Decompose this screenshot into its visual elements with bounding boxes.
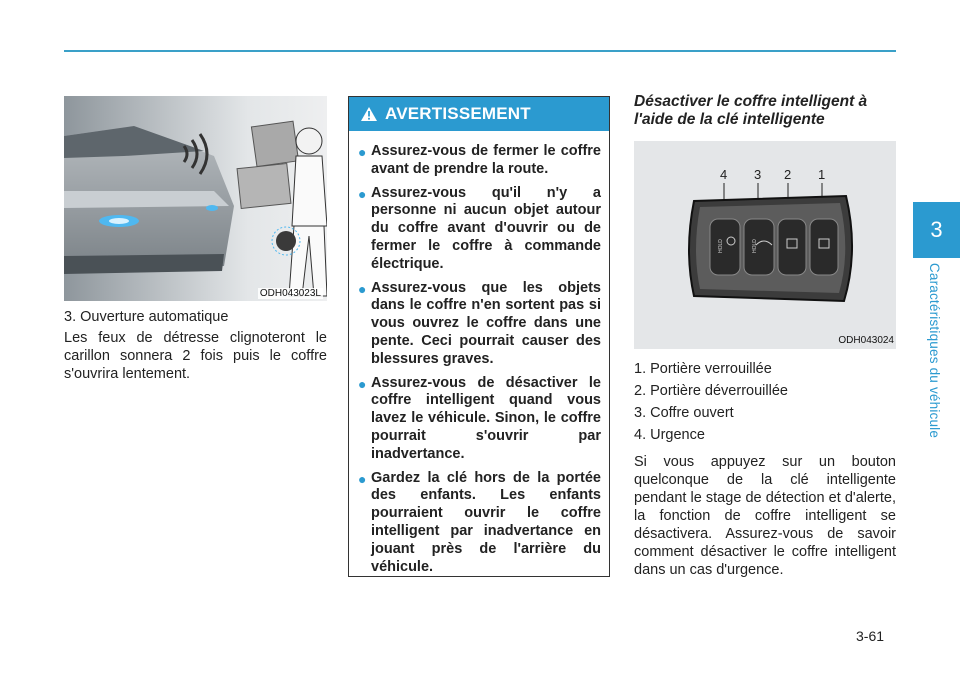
key-number-3: 3 — [754, 167, 762, 182]
car-person-drawing — [64, 96, 327, 301]
chapter-number: 3 — [930, 217, 943, 242]
smart-key-drawing — [634, 141, 896, 349]
button-legend — [634, 358, 788, 446]
bullet-icon: ● — [358, 470, 367, 487]
bullet-icon: ● — [358, 280, 367, 297]
trunk-button — [744, 219, 774, 275]
warning-item: ● Assurez-vous de désactiver le coffre intelligent quand vous lavez le véhicule. Sinon, le coffre pourrait s'ouvrir par inadvertance. — [358, 374, 601, 462]
panic-button — [710, 219, 740, 275]
key-number-4: 4 — [720, 167, 728, 182]
warning-item: ● Assurez-vous de fermer le coffre avant de prendre la route. — [358, 143, 601, 177]
bullet-icon: ● — [358, 144, 367, 160]
lock-button — [810, 219, 838, 275]
image-code: ODH043023L — [259, 288, 321, 299]
legend-item: 4. Urgence — [634, 427, 705, 443]
legend-item: 3. Coffre ouvert — [634, 405, 734, 421]
bullet-icon: ● — [358, 375, 367, 392]
image-code: ODH043024 — [838, 335, 894, 346]
warning-item: ● Gardez la clé hors de la portée des enfants. Les enfants pourraient ouvrir le coffre intelligent par inadvertance en jouant près de l'arrière du véhicule. — [358, 469, 601, 575]
legend-item: 1. Portière verrouillée — [634, 361, 772, 377]
warning-header — [349, 97, 609, 131]
warning-title: AVERTISSEMENT — [385, 104, 531, 123]
body-text: Si vous appuyez sur un bouton quelconque de la clé intelligente pendant le stage de détection et d'alerte, la fonction de coffre intelligent se désactivera. Assurez-vous de savoir comment désactiver le coffre intelligent dans un cas d'urgence. — [634, 454, 896, 578]
body-text: Les feux de détresse clignoteront le carillon sonnera 2 fois puis le coffre s'ouvrira lentement. — [64, 330, 327, 382]
chapter-title: Caractéristiques du véhicule — [927, 262, 943, 438]
warning-item: ● Assurez-vous que les objets dans le coffre n'en sortent pas si vous ouvrez le coffre dans une pente. Ceci pourrait causer des blessures graves. — [358, 279, 601, 367]
smart-key-illustration — [634, 141, 896, 349]
section-title: Désactiver le coffre intelligent à l'aide de la clé intelligente — [634, 93, 868, 128]
unlock-button — [778, 219, 806, 275]
warning-box — [348, 96, 610, 577]
legend-item: 2. Portière déverrouillée — [634, 383, 788, 399]
hold-label: HOLD — [718, 239, 724, 253]
trunk-opening-illustration — [64, 96, 327, 301]
bullet-icon: ● — [358, 185, 367, 202]
warning-list — [349, 131, 609, 576]
chapter-side-label — [922, 250, 948, 450]
key-number-2: 2 — [784, 167, 792, 182]
step-caption: 3. Ouverture automatique — [64, 309, 229, 325]
key-number-1: 1 — [818, 167, 826, 182]
warning-item: ● Assurez-vous qu'il n'y a personne ni aucun objet autour du coffre avant d'ouvrir ou de fermer le coffre à commande électrique. — [358, 184, 601, 272]
warning-icon — [361, 107, 377, 121]
hold-label: HOLD — [752, 239, 758, 253]
header-rule — [64, 50, 896, 52]
page-number: 3-61 — [856, 628, 885, 644]
